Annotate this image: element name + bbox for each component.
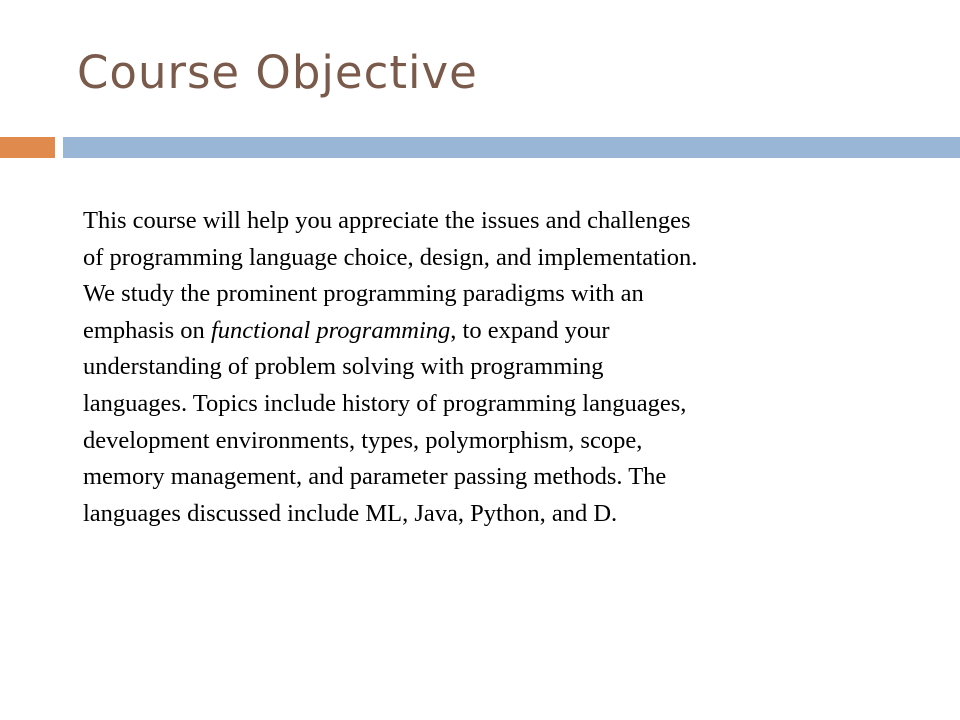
paragraph-line: memory management, and parameter passing methods. The: [83, 463, 667, 491]
paragraph-line: languages. Topics include history of programming languages,: [83, 389, 687, 417]
paragraph-line: of programming language choice, design, and implementation.: [83, 243, 698, 271]
paragraph-line: understanding of problem solving with programming: [83, 353, 604, 381]
course-objective-paragraph: [83, 203, 883, 532]
title-underline-bar: [63, 137, 960, 158]
paragraph-line: [83, 313, 883, 350]
slide-title: Course Objective: [77, 46, 478, 99]
emphasized-term: functional programming: [210, 316, 451, 344]
paragraph-line: We study the prominent programming paradigms with an: [83, 280, 644, 308]
line-text: emphasis on: [83, 316, 211, 344]
title-accent-bar: [0, 137, 55, 158]
line-text: , to expand your: [450, 316, 610, 344]
paragraph-line: development environments, types, polymorphism, scope,: [83, 426, 643, 454]
paragraph-line: This course will help you appreciate the issues and challenges: [83, 207, 691, 234]
paragraph-line: languages discussed include ML, Java, Python, and D.: [83, 499, 618, 527]
